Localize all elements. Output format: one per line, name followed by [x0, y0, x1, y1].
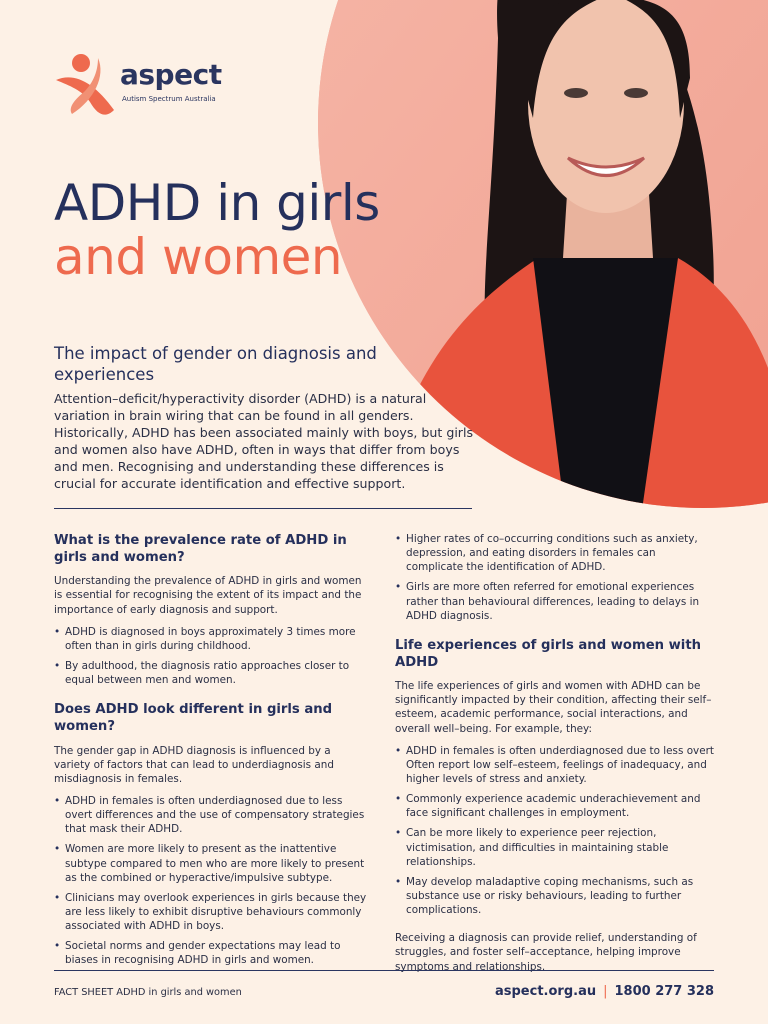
- list-item: • Can be more likely to experience peer rejection, victimisation, and difficulties in maintaining stable relationships.: [395, 826, 715, 868]
- list-item: • Girls are more often referred for emotional experiences rather than behavioural differences, leading to delays in ADHD diagnosis.: [395, 580, 715, 622]
- list-item: • Societal norms and gender expectations may lead to biases in recognising ADHD in girls and women.: [54, 939, 368, 967]
- title-line-2: and women: [54, 228, 343, 286]
- section-divider: [54, 508, 472, 509]
- left-column: [54, 532, 368, 982]
- look-different-list: [54, 794, 368, 968]
- impact-body: Attention–deficit/hyperactivity disorder (ADHD) is a natural variation in brain wiring that can be found in all genders. Historically, ADHD has been associated mainly with boys, but girls and women also have ADHD, often in ways that differ from boys and men. Recognising and understanding these differences is crucial for accurate identification and effective support.: [54, 391, 474, 491]
- website-link[interactable]: aspect.org.au: [494, 984, 597, 999]
- phone-number[interactable]: 1800 277 328: [614, 984, 714, 999]
- list-item: • ADHD is diagnosed in boys approximately 3 times more often than in girls during childhood.: [54, 625, 368, 653]
- title-line-1: ADHD in girls: [54, 174, 380, 232]
- look-different-heading: Does ADHD look different in girls and women?: [54, 702, 333, 735]
- look-different-list-continued: [395, 532, 715, 623]
- list-item: • Higher rates of co–occurring conditions such as anxiety, depression, and eating disorders in females can complicate the identification of ADHD.: [395, 532, 715, 574]
- footer-divider: [54, 970, 714, 971]
- look-different-intro: The gender gap in ADHD diagnosis is influenced by a variety of factors that can lead to underdiagnosis and misdiagnosis in females.: [54, 744, 334, 785]
- list-item: • By adulthood, the diagnosis ratio approaches closer to equal between men and women.: [54, 659, 368, 687]
- prevalence-list: [54, 625, 368, 688]
- page-title: [54, 176, 380, 284]
- life-list: [395, 744, 715, 918]
- logo-subtitle: Autism Spectrum Australia: [122, 95, 216, 103]
- prevalence-intro: Understanding the prevalence of ADHD in girls and women is essential for recognising the extent of its impact and the importance of early diagnosis and support.: [54, 575, 362, 616]
- aspect-logo[interactable]: [54, 52, 234, 122]
- impact-heading: The impact of gender on diagnosis and experiences: [54, 344, 377, 385]
- life-intro: The life experiences of girls and women with ADHD can be significantly impacted by their condition, affecting their self–esteem, academic performance, social interactions, and overall well–being. For example, they:: [395, 680, 712, 735]
- footer-label: FACT SHEET ADHD in girls and women: [54, 987, 242, 998]
- list-item: • May develop maladaptive coping mechanisms, such as substance use or risky behaviours, leading to further complications.: [395, 875, 715, 917]
- list-item: • ADHD in females is often underdiagnosed due to less overt Often report low self–esteem, feelings of inadequacy, and higher levels of stress and anxiety.: [395, 744, 715, 786]
- logo-wordmark: aspect: [120, 58, 222, 91]
- prevalence-heading: What is the prevalence rate of ADHD in girls and women?: [54, 533, 347, 566]
- right-column: [395, 532, 715, 982]
- impact-section: [54, 343, 474, 492]
- life-heading: Life experiences of girls and women with ADHD: [395, 637, 702, 670]
- aspect-figure-icon: [54, 52, 122, 122]
- list-item: • Commonly experience academic underachievement and face significant challenges in employment.: [395, 792, 715, 820]
- life-closing: Receiving a diagnosis can provide relief, understanding of struggles, and foster self–acceptance, helping improve symptoms and relationships.: [395, 932, 697, 973]
- list-item: • ADHD in females is often underdiagnosed due to less overt differences and the use of compensatory strategies that mask their ADHD.: [54, 794, 368, 836]
- footer-contact: [495, 984, 714, 999]
- footer-separator: |: [603, 984, 608, 999]
- list-item: • Women are more likely to present as the inattentive subtype compared to men who are more likely to present as the combined or hyperactive/impulsive subtype.: [54, 842, 368, 884]
- list-item: • Clinicians may overlook experiences in girls because they are less likely to exhibit disruptive behaviours commonly associated with ADHD in boys.: [54, 891, 368, 933]
